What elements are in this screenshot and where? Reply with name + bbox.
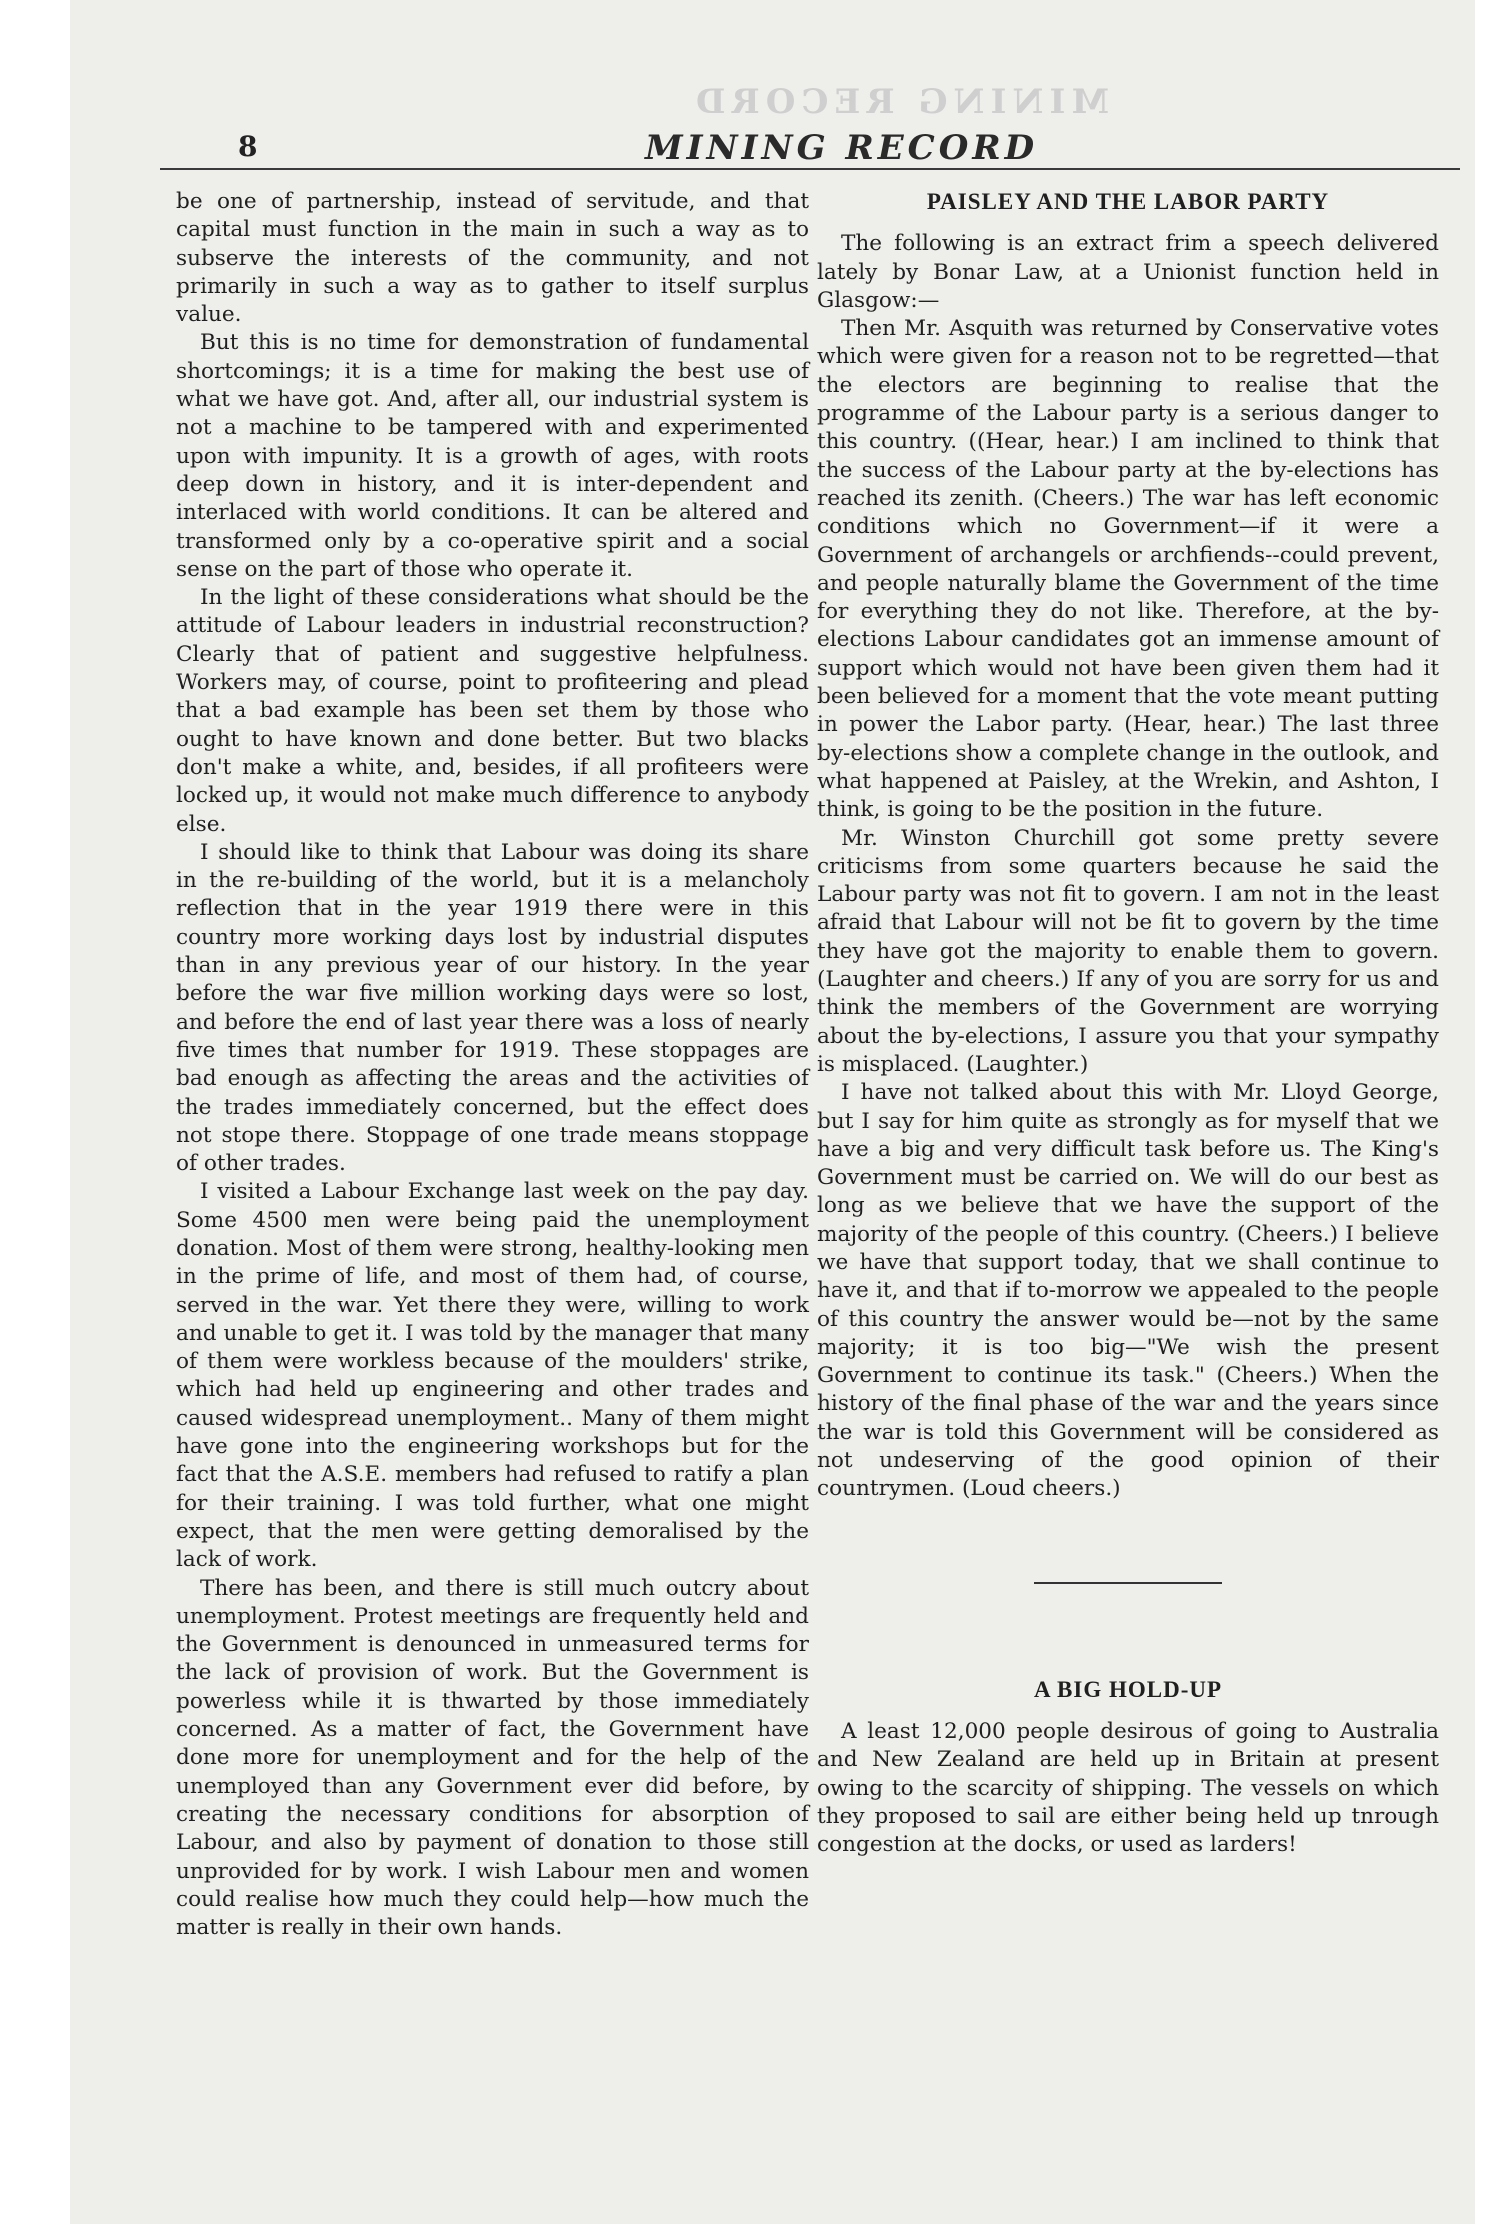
paragraph: The following is an extract frim a speech delivered lately by Bonar Law, at a Unionist function held in Glasgow:— <box>817 231 1439 313</box>
scan-margin-right <box>1475 0 1504 2224</box>
scan-margin-left <box>0 0 70 2224</box>
page-header <box>160 128 1460 170</box>
paragraph: I have not talked about this with Mr. Lloyd George, but I say for him quite as strongly as for myself that we have a big and very difficult task before us. The King's Government must be carried on. We will do our best as long as we believe that we have the support of the majority of the people of this country. (Cheers.) I believe we have that support today, that we shall continue to have it, and that if to-morrow we appealed to the people of this country the answer would be—not by the same majority; it is too big—"We wish the present Government to continue its task." (Cheers.) When the history of the final phase of the war and the years since the war is told this Government will be considered as not undeserving of the good opinion of their countrymen. (Loud cheers.) <box>817 1080 1439 1502</box>
paragraph: A least 12,000 people desirous of going to Australia and New Zealand are held up in Britain at present owing to the scarcity of shipping. The vessels on which they proposed to sail are either being held up tnrough congestion at the docks, or used as larders! <box>817 1718 1439 1858</box>
section-divider <box>1034 1582 1222 1584</box>
right-column <box>817 188 1439 1859</box>
left-column <box>176 188 809 1942</box>
paragraph: I visited a Labour Exchange last week on the pay day. Some 4500 men were being paid the unemployment donation. Most of them were strong, healthy-looking men in the prime of life, and most of them had, of course, served in the war. Yet there they were, willing to work and unable to get it. I was told by the manager that many of them were workless because of the moulders' strike, which had held up engineering and other trades and caused widespread unemployment.. Many of them might have gone into the engineering workshops but for the fact that the A.S.E. members had refused to ratify a plan for their training. I was told further, what one might expect, that the men were getting demoralised by the lack of work. <box>176 1179 809 1573</box>
bleed-through-text: MINING RECORD <box>690 82 1110 122</box>
paragraph: Then Mr. Asquith was returned by Conservative votes which were given for a reason not to be regretted—that the electors are beginning to realise that the programme of the Labour party is a serious danger to this country. ((Hear, hear.) I am inclined to think that the success of the Labour party at the by-elections has reached its zenith. (Cheers.) The war has left economic conditions which no Government—if it were a Government of archangels or archfiends--could prevent, and people naturally blame the Government of the time for everything they do not like. Therefore, at the by-elections Labour candidates got an immense amount of support which would not have been given them had it been believed for a moment that the vote meant putting in power the Labor party. (Hear, hear.) The last three by-elections show a complete change in the outlook, and what happened at Paisley, at the Wrekin, and Ashton, I think, is going to be the position in the future. <box>817 316 1439 823</box>
paragraph: There has been, and there is still much outcry about unemployment. Protest meetings are frequently held and the Government is denounced in unmeasured terms for the lack of provision of work. But the Government is powerless while it is thwarted by those immediately concerned. As a matter of fact, the Government have done more for unemployment and for the help of the unemployed than any Government ever did before, by creating the necessary conditions for absorption of Labour, and also by payment of donation to those still unprovided for by work. I wish Labour men and women could realise how much they could help—how much the matter is really in their own hands. <box>176 1575 809 1941</box>
paragraph: Mr. Winston Churchill got some pretty severe criticisms from some quarters because he said the Labour party was not fit to govern. I am not in the least afraid that Labour will not be fit to govern by the time they have got the majority to enable them to govern. (Laughter and cheers.) If any of you are sorry for us and think the members of the Government are worrying about the by-elections, I assure you that your sympathy is misplaced. (Laughter.) <box>817 825 1439 1077</box>
masthead-title: MINING RECORD <box>645 128 1039 168</box>
paragraph: But this is no time for demonstration of fundamental shortcomings; it is a time for making the best use of what we have got. And, after all, our industrial system is not a machine to be tampered with and experimented upon with impunity. It is a growth of ages, with roots deep down in history, and it is inter-dependent and interlaced with world conditions. It can be altered and transformed only by a co-operative spirit and a social sense on the part of those who operate it. <box>176 330 809 582</box>
article-headline-paisley: PAISLEY AND THE LABOR PARTY <box>926 189 1330 214</box>
page-number: 8 <box>238 130 258 163</box>
paragraph: In the light of these considerations what should be the attitude of Labour leaders in industrial reconstruction? Clearly that of patient and suggestive helpfulness. Workers may, of course, point to profiteering and plead that a bad example has been set them by those who ought to have known and done better. But two blacks don't make a white, and, besides, if all profiteers were locked up, it would not make much difference to anybody else. <box>176 585 809 837</box>
article-headline-big-hold-up: A BIG HOLD-UP <box>1033 1676 1223 1702</box>
paragraph: be one of partnership, instead of servitude, and that capital must function in the main in such a way as to subserve the interests of the community, and not primarily in such a way as to gather to itself surplus value. <box>176 189 809 328</box>
paragraph: I should like to think that Labour was doing its share in the re-building of the world, but it is a melancholy reflection that in the year 1919 there were in this country more working days lost by industrial disputes than in any previous year of our history. In the year before the war five million working days were so lost, and before the end of last year there was a loss of nearly five times that number for 1919. These stoppages are bad enough as affecting the areas and the activities of the trades immediately concerned, but the effect does not stope there. Stoppage of one trade means stoppage of other trades. <box>176 839 809 1177</box>
